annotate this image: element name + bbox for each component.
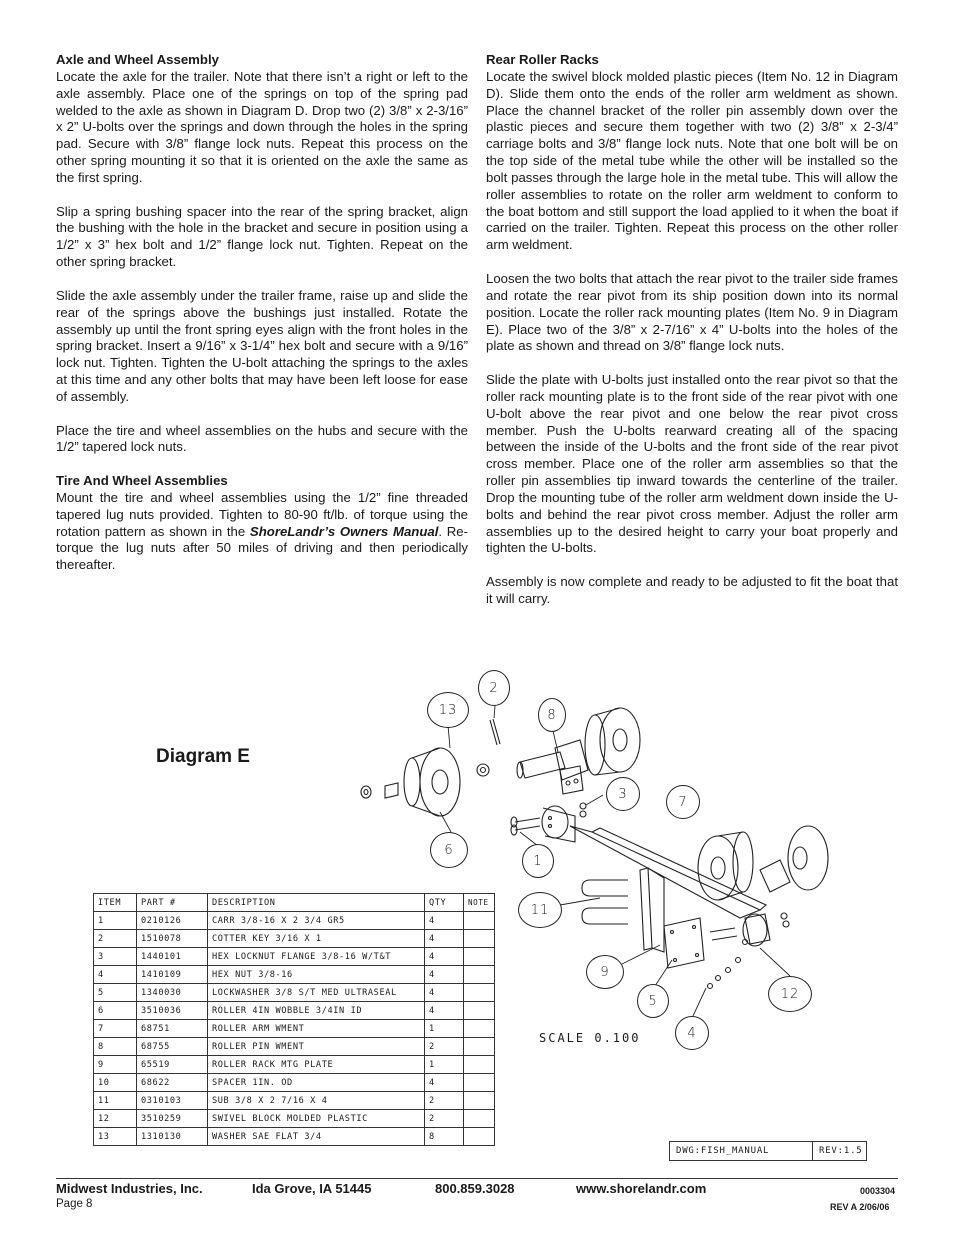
- table-header-row: [94, 894, 495, 912]
- callout-9: 9: [586, 955, 624, 989]
- table-cell: [464, 948, 495, 966]
- nut-part: [783, 921, 789, 927]
- callout-7: 7: [666, 785, 700, 819]
- u-bolt-part: [582, 880, 628, 896]
- table-cell: 1: [94, 912, 137, 930]
- table-cell: 1440101: [137, 948, 208, 966]
- column-header: QTY: [425, 894, 464, 912]
- table-cell: 1410109: [137, 966, 208, 984]
- table-cell: [464, 984, 495, 1002]
- table-row: [94, 912, 495, 930]
- table-cell: HEX NUT 3/8-16: [208, 966, 425, 984]
- washer-part: [361, 786, 371, 798]
- callout-4: 4: [675, 1016, 709, 1050]
- callout-3: 3: [606, 777, 640, 811]
- drawing-revision: REV:1.5: [819, 1146, 863, 1156]
- paragraph: Locate the axle for the trailer. Note that there isn’t a right or left to the axle assembly. Place one of the springs on top of the spring pad welded to the axle as shown in Diagram D. Drop two (2) 3/8” x 2-3/16” x 2” U-bolts over the springs and down through the holes in the spring pad. Secure with 3/8” flange lock nuts. Repeat this process on the other spring mounting it so that it is oriented on the axle the same as the first spring.: [56, 68, 468, 185]
- table-cell: 1: [425, 1056, 464, 1074]
- table-cell: [464, 1056, 495, 1074]
- washer-part: [736, 958, 741, 963]
- table-cell: 2: [425, 1092, 464, 1110]
- roller-part: [420, 748, 460, 816]
- table-cell: 2: [425, 1038, 464, 1056]
- table-cell: 1510078: [137, 930, 208, 948]
- table-cell: 10: [94, 1074, 137, 1092]
- column-header: DESCRIPTION: [208, 894, 425, 912]
- table-cell: [464, 1074, 495, 1092]
- table-cell: 4: [425, 930, 464, 948]
- table-row: [94, 1020, 495, 1038]
- table-cell: LOCKWASHER 3/8 S/T MED ULTRASEAL: [208, 984, 425, 1002]
- table-cell: 4: [425, 966, 464, 984]
- callout-6: 6: [430, 832, 468, 868]
- table-row: [94, 948, 495, 966]
- footer-city: Ida Grove, IA 51445: [252, 1181, 372, 1196]
- table-cell: 0210126: [137, 912, 208, 930]
- table-cell: 4: [425, 1074, 464, 1092]
- u-bolt-part: [582, 908, 628, 924]
- roller-part: [600, 708, 640, 772]
- table-cell: [464, 930, 495, 948]
- table-row: [94, 930, 495, 948]
- parts-table: [93, 893, 495, 1146]
- table-cell: 1: [425, 1020, 464, 1038]
- table-cell: [464, 1092, 495, 1110]
- table-cell: 8: [425, 1128, 464, 1146]
- paragraph: Slip a spring bushing spacer into the rear of the spring bracket, align the bushing with the hole in the bracket and secure in position using a 1/2” x 3” hex bolt and 1/2” flange lock nut. Tighten. Repeat on the other spring bracket.: [56, 203, 468, 270]
- table-cell: SWIVEL BLOCK MOLDED PLASTIC: [208, 1110, 425, 1128]
- roller-part: [788, 826, 828, 890]
- footer-doc-number: 0003304: [860, 1186, 896, 1196]
- table-cell: 12: [94, 1110, 137, 1128]
- table-cell: COTTER KEY 3/16 X 1: [208, 930, 425, 948]
- paragraph: Slide the axle assembly under the trailer frame, raise up and slide the rear of the springs above the bushings just installed. Rotate the assembly up until the front spring eyes align with the front holes in the spring bracket. Insert a 9/16” x 3-1/4” hex bolt and secure with a 9/16” lock nut. Tighten. Tighten the U-bolt attaching the springs to the axles at this time and any other bolts that may have been left loose for ease of assembly.: [56, 287, 468, 404]
- table-cell: 1340030: [137, 984, 208, 1002]
- washer-part: [477, 764, 489, 776]
- roller-part: [404, 758, 420, 806]
- table-cell: [464, 966, 495, 984]
- table-cell: ROLLER ARM WMENT: [208, 1020, 425, 1038]
- column-header: ITEM: [94, 894, 137, 912]
- washer-part: [364, 790, 368, 795]
- table-row: [94, 1092, 495, 1110]
- table-cell: 0310103: [137, 1092, 208, 1110]
- callout-8: 8: [538, 698, 566, 732]
- mounting-plate-part: [664, 918, 704, 968]
- spacer-part: [385, 783, 398, 798]
- callout-2: 2: [478, 670, 510, 706]
- table-cell: 4: [425, 948, 464, 966]
- table-cell: 3: [94, 948, 137, 966]
- table-cell: 7: [94, 1020, 137, 1038]
- callout-1: 1: [522, 844, 554, 878]
- paragraph: Mount the tire and wheel assemblies using the 1/2” fine threaded tapered lug nuts provided. Tighten to 80-90 ft/lb. of torque using the rotation pattern as shown in the ShoreLandr’s Owners Manual. Re-torque the lug nuts after 50 miles of driving and then periodically thereafter.: [56, 489, 469, 573]
- drawing-number: DWG:FISH_MANUAL: [670, 1142, 813, 1160]
- swivel-block-part: [745, 914, 770, 944]
- table-cell: 4: [425, 912, 464, 930]
- nut-part: [580, 803, 586, 809]
- table-cell: SPACER 1IN. OD: [208, 1074, 425, 1092]
- table-cell: ROLLER PIN WMENT: [208, 1038, 425, 1056]
- table-row: [94, 1056, 495, 1074]
- channel-bracket: [760, 860, 790, 892]
- mounting-tube-part: [640, 868, 652, 950]
- table-cell: 3510036: [137, 1002, 208, 1020]
- table-row: [94, 1128, 495, 1146]
- roller-part: [733, 832, 753, 892]
- table-cell: [464, 1110, 495, 1128]
- column-header: PART #: [137, 894, 208, 912]
- table-cell: HEX LOCKNUT FLANGE 3/8-16 W/T&T: [208, 948, 425, 966]
- table-cell: 68755: [137, 1038, 208, 1056]
- paragraph: Locate the swivel block molded plastic pieces (Item No. 12 in Diagram D). Slide them onto the ends of the roller arm weldment as shown. Place the channel bracket of the roller pin assembly down over the plastic pieces and secure them together with two (2) 3/8” x 2-3/4” carriage bolts and 3/8” flange lock nuts. Note that one bolt will be on the top side of the metal tube while the other will be installed so the bolt passes through the large hole in the metal tube. This will allow the roller assemblies to rotate on the roller arm weldment to conform to the boat bottom and still support the load applied to it when the boat if carried on the trailer. Tighten. Repeat this process on the other roller arm weldment.: [486, 68, 898, 253]
- table-cell: 3510259: [137, 1110, 208, 1128]
- table-cell: 6: [94, 1002, 137, 1020]
- table-cell: 2: [94, 930, 137, 948]
- roller-part: [585, 715, 605, 775]
- nut-part: [708, 984, 713, 989]
- table-cell: 65519: [137, 1056, 208, 1074]
- footer-website: www.shorelandr.com: [576, 1181, 707, 1196]
- table-cell: ROLLER RACK MTG PLATE: [208, 1056, 425, 1074]
- table-cell: 1310130: [137, 1128, 208, 1146]
- footer-divider: [56, 1178, 898, 1179]
- table-cell: 8: [94, 1038, 137, 1056]
- table-cell: [464, 1128, 495, 1146]
- table-cell: WASHER SAE FLAT 3/4: [208, 1128, 425, 1146]
- table-cell: 9: [94, 1056, 137, 1074]
- carriage-bolt-part: [710, 928, 737, 940]
- table-cell: 5: [94, 984, 137, 1002]
- nut-part: [580, 811, 586, 817]
- paragraph: Slide the plate with U-bolts just installed onto the rear pivot so that the roller rack mounting plate is to the front side of the rear pivot with one U-bolt above the rear pivot and one below the rear pivot cross member. Push the U-bolts rearward creating all of the spacing between the inside of the U-bolts and the front side of the rear pivot cross member. Place one of the roller arm assemblies so that the roller pin assemblies tip inward towards the centerline of the trailer. Drop the mounting tube of the roller arm weldment down inside the U-bolts and behind the rear pivot cross member. Adjust the roller arm assemblies up to the desired height to carry your boat properly and tighten the U-bolts.: [486, 372, 898, 556]
- table-cell: 4: [425, 984, 464, 1002]
- section-heading-tire: Tire And Wheel Assemblies: [56, 473, 228, 489]
- callout-13: 13: [427, 692, 469, 728]
- table-row: [94, 966, 495, 984]
- table-cell: 4: [425, 1002, 464, 1020]
- nut-part: [781, 913, 787, 919]
- table-row: [94, 1038, 495, 1056]
- drawing-title-block: [669, 1141, 867, 1161]
- washer-part: [726, 968, 731, 973]
- table-row: [94, 1002, 495, 1020]
- footer-company: Midwest Industries, Inc.: [56, 1181, 203, 1196]
- scale-label: SCALE 0.100: [539, 1031, 641, 1045]
- table-cell: SUB 3/8 X 2 7/16 X 4: [208, 1092, 425, 1110]
- roller-arm-part: [570, 826, 760, 918]
- table-row: [94, 1074, 495, 1092]
- section-heading-rear-roller: Rear Roller Racks: [486, 52, 599, 67]
- table-cell: CARR 3/8-16 X 2 3/4 GR5: [208, 912, 425, 930]
- callout-12: 12: [768, 976, 812, 1012]
- column-header: NOTE: [464, 894, 495, 912]
- paragraph: Place the tire and wheel assemblies on the hubs and secure with the 1/2” tapered lock nuts.: [56, 422, 468, 455]
- table-cell: ROLLER 4IN WOBBLE 3/4IN ID: [208, 1002, 425, 1020]
- table-row: [94, 984, 495, 1002]
- table-cell: 11: [94, 1092, 137, 1110]
- manual-title: ShoreLandr’s Owners Manual: [249, 523, 439, 539]
- table-cell: 4: [94, 966, 137, 984]
- table-cell: 13: [94, 1128, 137, 1146]
- table-cell: [464, 1002, 495, 1020]
- table-cell: [464, 1020, 495, 1038]
- table-cell: 68622: [137, 1074, 208, 1092]
- footer-phone: 800.859.3028: [435, 1181, 515, 1196]
- cotter-key-part: [490, 720, 497, 745]
- callout-11: 11: [518, 892, 562, 928]
- table-cell: [464, 912, 495, 930]
- table-row: [94, 1110, 495, 1128]
- page-number: Page 8: [56, 1198, 93, 1210]
- callout-5: 5: [637, 984, 669, 1018]
- table-cell: [464, 1038, 495, 1056]
- table-cell: 2: [425, 1110, 464, 1128]
- diagram-title: Diagram E: [156, 746, 250, 767]
- paragraph: Assembly is now complete and ready to be adjusted to fit the boat that it will carry.: [486, 574, 898, 606]
- washer-part: [716, 976, 721, 981]
- section-heading-axle: Axle and Wheel Assembly: [56, 52, 219, 67]
- table-cell: 68751: [137, 1020, 208, 1038]
- footer-revision: REV A 2/06/06: [830, 1202, 890, 1212]
- paragraph: Loosen the two bolts that attach the rear pivot to the trailer side frames and rotate the rear pivot from its ship position down into its normal position. Locate the roller rack mounting plates (Item No. 9 in Diagram E). Place two of the 3/8” x 2-7/16” x 4” U-bolts into the holes of the plate as shown and thread on 3/8” flange lock nuts.: [486, 270, 898, 354]
- carriage-bolt-part: [515, 818, 540, 830]
